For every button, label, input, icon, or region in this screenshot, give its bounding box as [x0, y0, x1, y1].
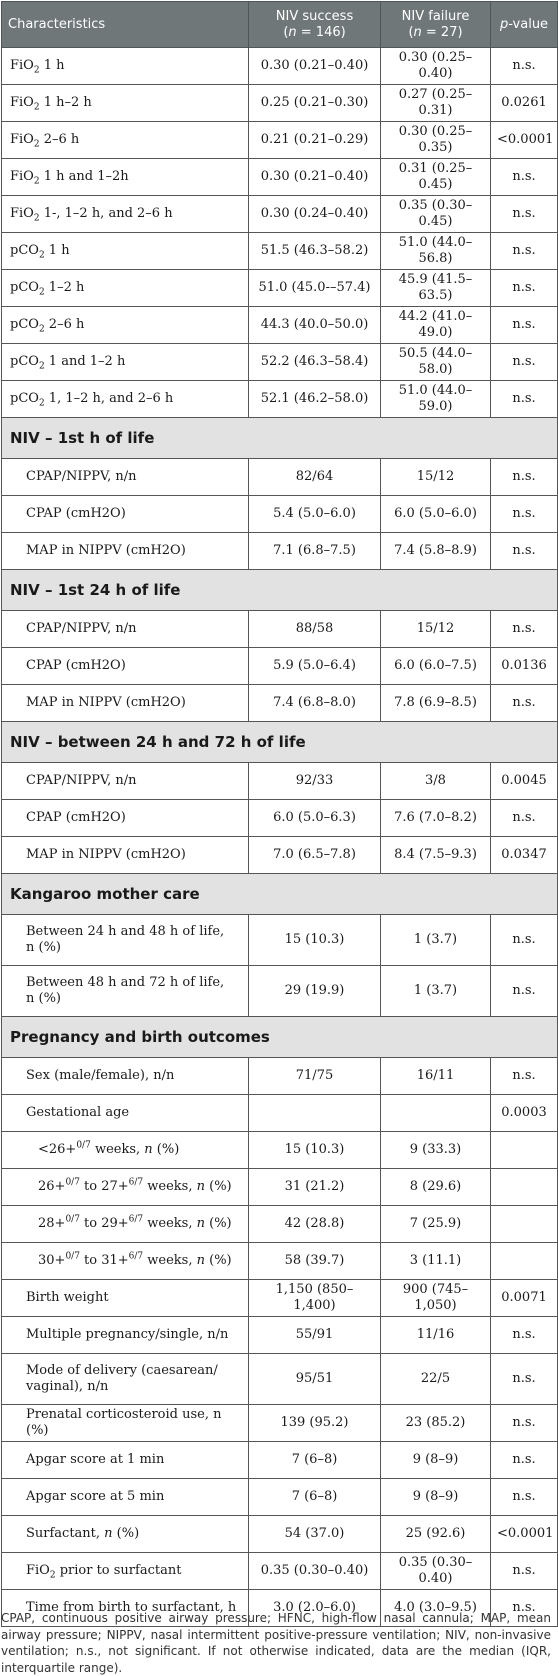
niv-success-value: 31 (21.2): [249, 1169, 381, 1206]
p-value: <0.0001: [491, 1516, 558, 1553]
row-label: 30+$^{0/7}$ to 31+$^{6/7}$ weeks, n (%): [2, 1243, 249, 1280]
p-value: n.s.: [491, 233, 558, 270]
row-label: Between 48 h and 72 h of life, n (%): [2, 966, 249, 1017]
p-value: n.s.: [491, 1317, 558, 1354]
niv-failure-value: 23 (85.2): [381, 1405, 491, 1442]
table-row: [2, 48, 558, 85]
p-value: 0.0136: [491, 648, 558, 685]
niv-failure-value: 1 (3.7): [381, 966, 491, 1017]
niv-success-value: 0.21 (0.21–0.29): [249, 122, 381, 159]
niv-failure-value: 3/8: [381, 763, 491, 800]
p-value: n.s.: [491, 800, 558, 837]
niv-failure-value: 51.0 (44.0–56.8): [381, 233, 491, 270]
p-value: n.s.: [491, 1405, 558, 1442]
table-row: [2, 1479, 558, 1516]
niv-success-value: 3.0 (2.0–6.0): [249, 1590, 381, 1627]
section-header-row: [2, 722, 558, 763]
header-characteristics: Characteristics: [2, 2, 249, 48]
niv-success-value: 0.25 (0.21–0.30): [249, 85, 381, 122]
niv-success-value: 95/51: [249, 1354, 381, 1405]
p-value: 0.0003: [491, 1095, 558, 1132]
niv-success-value: [249, 1095, 381, 1132]
row-label: FiO$_2$ 1 h and 1–2h: [2, 159, 249, 196]
niv-failure-value: 7 (25.9): [381, 1206, 491, 1243]
table-row: [2, 915, 558, 966]
niv-success-value: 5.9 (5.0–6.4): [249, 648, 381, 685]
section-header-row: [2, 418, 558, 459]
table-row: [2, 196, 558, 233]
row-label: FiO$_2$ prior to surfactant: [2, 1553, 249, 1590]
niv-success-value: 54 (37.0): [249, 1516, 381, 1553]
niv-success-value: 44.3 (40.0–50.0): [249, 307, 381, 344]
row-label: Surfactant, n (%): [2, 1516, 249, 1553]
row-label: pCO$_2$ 1 h: [2, 233, 249, 270]
niv-failure-value: 0.30 (0.25–0.40): [381, 48, 491, 85]
p-value: <0.0001: [491, 122, 558, 159]
niv-success-value: 0.35 (0.30–0.40): [249, 1553, 381, 1590]
niv-failure-value: 50.5 (44.0–58.0): [381, 344, 491, 381]
header-niv-failure-n: (n = 27): [408, 24, 463, 40]
section-title: Kangaroo mother care: [2, 874, 558, 915]
p-value: 0.0045: [491, 763, 558, 800]
niv-failure-value: 0.30 (0.25–0.35): [381, 122, 491, 159]
p-value: n.s.: [491, 48, 558, 85]
p-value: n.s.: [491, 966, 558, 1017]
niv-success-value: 6.0 (5.0–6.3): [249, 800, 381, 837]
p-value: [491, 1169, 558, 1206]
section-header-row: [2, 570, 558, 611]
row-label: CPAP/NIPPV, n/n: [2, 763, 249, 800]
section-header-row: [2, 1017, 558, 1058]
p-value: 0.0261: [491, 85, 558, 122]
section-title: NIV – 1st h of life: [2, 418, 558, 459]
table-row: [2, 381, 558, 418]
header-niv-success-label: NIV success: [275, 8, 354, 24]
p-value: n.s.: [491, 459, 558, 496]
table-row: [2, 1095, 558, 1132]
niv-failure-value: 22/5: [381, 1354, 491, 1405]
row-label: CPAP/NIPPV, n/n: [2, 459, 249, 496]
niv-success-value: 29 (19.9): [249, 966, 381, 1017]
table-row: [2, 763, 558, 800]
niv-failure-value: 0.31 (0.25–0.45): [381, 159, 491, 196]
niv-failure-value: 9 (8–9): [381, 1442, 491, 1479]
p-value: [491, 1132, 558, 1169]
table-row: [2, 496, 558, 533]
table-row: [2, 611, 558, 648]
niv-failure-value: 9 (33.3): [381, 1132, 491, 1169]
p-value: n.s.: [491, 1479, 558, 1516]
niv-success-value: 7.1 (6.8–7.5): [249, 533, 381, 570]
p-value: 0.0347: [491, 837, 558, 874]
niv-failure-value: 6.0 (5.0–6.0): [381, 496, 491, 533]
niv-failure-value: 0.35 (0.30–0.45): [381, 196, 491, 233]
row-label: 26+$^{0/7}$ to 27+$^{6/7}$ weeks, n (%): [2, 1169, 249, 1206]
table-row: [2, 966, 558, 1017]
row-label: MAP in NIPPV (cmH2O): [2, 685, 249, 722]
niv-failure-value: 1 (3.7): [381, 915, 491, 966]
row-label: <26+$^{0/7}$ weeks, n (%): [2, 1132, 249, 1169]
row-label: MAP in NIPPV (cmH2O): [2, 837, 249, 874]
table-row: [2, 648, 558, 685]
niv-success-value: 58 (39.7): [249, 1243, 381, 1280]
table-row: [2, 1243, 558, 1280]
niv-failure-value: 7.8 (6.9–8.5): [381, 685, 491, 722]
niv-failure-value: 900 (745–1,050): [381, 1280, 491, 1317]
niv-success-value: 88/58: [249, 611, 381, 648]
niv-success-value: 15 (10.3): [249, 915, 381, 966]
row-label: MAP in NIPPV (cmH2O): [2, 533, 249, 570]
niv-success-value: 0.30 (0.21–0.40): [249, 159, 381, 196]
section-title: NIV – 1st 24 h of life: [2, 570, 558, 611]
results-table: [1, 1, 558, 1627]
table-row: [2, 122, 558, 159]
niv-failure-value: 0.35 (0.30–0.40): [381, 1553, 491, 1590]
p-value: n.s.: [491, 915, 558, 966]
table-row: [2, 233, 558, 270]
p-value: n.s.: [491, 1354, 558, 1405]
table-row: [2, 307, 558, 344]
niv-success-value: 51.0 (45.0-–57.4): [249, 270, 381, 307]
row-label: Prenatal corticosteroid use, n (%): [2, 1405, 249, 1442]
niv-failure-value: 16/11: [381, 1058, 491, 1095]
p-value: n.s.: [491, 307, 558, 344]
niv-failure-value: 7.4 (5.8–8.9): [381, 533, 491, 570]
table-row: [2, 533, 558, 570]
p-value: n.s.: [491, 1442, 558, 1479]
niv-failure-value: 8 (29.6): [381, 1169, 491, 1206]
niv-success-value: 42 (28.8): [249, 1206, 381, 1243]
niv-failure-value: [381, 1095, 491, 1132]
niv-failure-value: 9 (8–9): [381, 1479, 491, 1516]
niv-failure-value: 15/12: [381, 611, 491, 648]
table-row: [2, 85, 558, 122]
header-p-value: p-value: [491, 2, 558, 48]
niv-failure-value: 3 (11.1): [381, 1243, 491, 1280]
row-label: Multiple pregnancy/single, n/n: [2, 1317, 249, 1354]
section-header-row: [2, 874, 558, 915]
table-row: [2, 1405, 558, 1442]
niv-success-value: 52.2 (46.3–58.4): [249, 344, 381, 381]
p-value: n.s.: [491, 381, 558, 418]
section-title: Pregnancy and birth outcomes: [2, 1017, 558, 1058]
niv-success-value: 139 (95.2): [249, 1405, 381, 1442]
table-row: [2, 1553, 558, 1590]
p-value: n.s.: [491, 533, 558, 570]
niv-success-value: 92/33: [249, 763, 381, 800]
table-row: [2, 685, 558, 722]
row-label: Between 24 h and 48 h of life, n (%): [2, 915, 249, 966]
table-row: [2, 1169, 558, 1206]
p-value: n.s.: [491, 270, 558, 307]
niv-success-value: 7.0 (6.5–7.8): [249, 837, 381, 874]
row-label: pCO$_2$ 1–2 h: [2, 270, 249, 307]
niv-success-value: 51.5 (46.3–58.2): [249, 233, 381, 270]
table-row: [2, 800, 558, 837]
table-header-row: [2, 2, 558, 48]
row-label: Birth weight: [2, 1280, 249, 1317]
p-value: n.s.: [491, 685, 558, 722]
niv-success-value: 0.30 (0.24–0.40): [249, 196, 381, 233]
niv-success-value: 1,150 (850–1,400): [249, 1280, 381, 1317]
row-label: CPAP (cmH2O): [2, 648, 249, 685]
table-row: [2, 159, 558, 196]
niv-success-value: 7 (6–8): [249, 1442, 381, 1479]
section-title: NIV – between 24 h and 72 h of life: [2, 722, 558, 763]
niv-success-value: 5.4 (5.0–6.0): [249, 496, 381, 533]
header-niv-success-n: (n = 146): [283, 24, 346, 40]
niv-failure-value: 51.0 (44.0–59.0): [381, 381, 491, 418]
niv-failure-value: 44.2 (41.0–49.0): [381, 307, 491, 344]
niv-failure-value: 25 (92.6): [381, 1516, 491, 1553]
row-label: CPAP (cmH2O): [2, 800, 249, 837]
niv-success-value: 7.4 (6.8–8.0): [249, 685, 381, 722]
row-label: pCO$_2$ 2–6 h: [2, 307, 249, 344]
row-label: Mode of delivery (caesarean/ vaginal), n/n: [2, 1354, 249, 1405]
header-niv-failure-label: NIV failure: [401, 8, 470, 24]
row-label: FiO$_2$ 1-, 1–2 h, and 2–6 h: [2, 196, 249, 233]
table-row: [2, 1058, 558, 1095]
niv-failure-value: 0.27 (0.25–0.31): [381, 85, 491, 122]
table-row: [2, 1317, 558, 1354]
p-value: n.s.: [491, 344, 558, 381]
p-value: n.s.: [491, 496, 558, 533]
niv-failure-value: 15/12: [381, 459, 491, 496]
table-row: [2, 1280, 558, 1317]
row-label: Time from birth to surfactant, h: [2, 1590, 249, 1627]
niv-success-value: 0.30 (0.21–0.40): [249, 48, 381, 85]
table-row: [2, 1516, 558, 1553]
niv-success-value: 52.1 (46.2–58.0): [249, 381, 381, 418]
row-label: Apgar score at 5 min: [2, 1479, 249, 1516]
table-row: [2, 837, 558, 874]
p-value: [491, 1206, 558, 1243]
niv-failure-value: 8.4 (7.5–9.3): [381, 837, 491, 874]
niv-success-value: 82/64: [249, 459, 381, 496]
row-label: pCO$_2$ 1 and 1–2 h: [2, 344, 249, 381]
row-label: 28+$^{0/7}$ to 29+$^{6/7}$ weeks, n (%): [2, 1206, 249, 1243]
row-label: FiO$_2$ 1 h: [2, 48, 249, 85]
row-label: Apgar score at 1 min: [2, 1442, 249, 1479]
table-row: [2, 1442, 558, 1479]
row-label: FiO$_2$ 2–6 h: [2, 122, 249, 159]
p-value: [491, 1243, 558, 1280]
row-label: FiO$_2$ 1 h–2 h: [2, 85, 249, 122]
p-value: n.s.: [491, 196, 558, 233]
table-footnote: CPAP, continuous positive airway pressure; HFNC, high-flow nasal cannula; MAP, mean airway pressure; NIPPV, nasal intermittent positive-pressure ventilation; NIV, non-invasive ventilation; n.s., not significant. If not otherwise indicated, data are the median (IQR, interquartile range).: [1, 1611, 551, 1675]
p-value: n.s.: [491, 1590, 558, 1627]
table-row: [2, 1354, 558, 1405]
p-value: n.s.: [491, 1553, 558, 1590]
p-value: n.s.: [491, 611, 558, 648]
table-row: [2, 270, 558, 307]
niv-success-value: 55/91: [249, 1317, 381, 1354]
p-value: n.s.: [491, 1058, 558, 1095]
header-niv-success: [249, 2, 381, 48]
niv-failure-value: 11/16: [381, 1317, 491, 1354]
niv-failure-value: 6.0 (6.0–7.5): [381, 648, 491, 685]
row-label: Gestational age: [2, 1095, 249, 1132]
niv-success-value: 15 (10.3): [249, 1132, 381, 1169]
niv-success-value: 7 (6–8): [249, 1479, 381, 1516]
row-label: CPAP (cmH2O): [2, 496, 249, 533]
p-value: n.s.: [491, 159, 558, 196]
table-row: [2, 344, 558, 381]
p-value: 0.0071: [491, 1280, 558, 1317]
row-label: CPAP/NIPPV, n/n: [2, 611, 249, 648]
row-label: Sex (male/female), n/n: [2, 1058, 249, 1095]
row-label: pCO$_2$ 1, 1–2 h, and 2–6 h: [2, 381, 249, 418]
table-row: [2, 1206, 558, 1243]
table-row: [2, 459, 558, 496]
niv-failure-value: 4.0 (3.0–9.5): [381, 1590, 491, 1627]
niv-failure-value: 45.9 (41.5–63.5): [381, 270, 491, 307]
header-niv-failure: [381, 2, 491, 48]
niv-failure-value: 7.6 (7.0–8.2): [381, 800, 491, 837]
niv-success-value: 71/75: [249, 1058, 381, 1095]
table-row: [2, 1132, 558, 1169]
